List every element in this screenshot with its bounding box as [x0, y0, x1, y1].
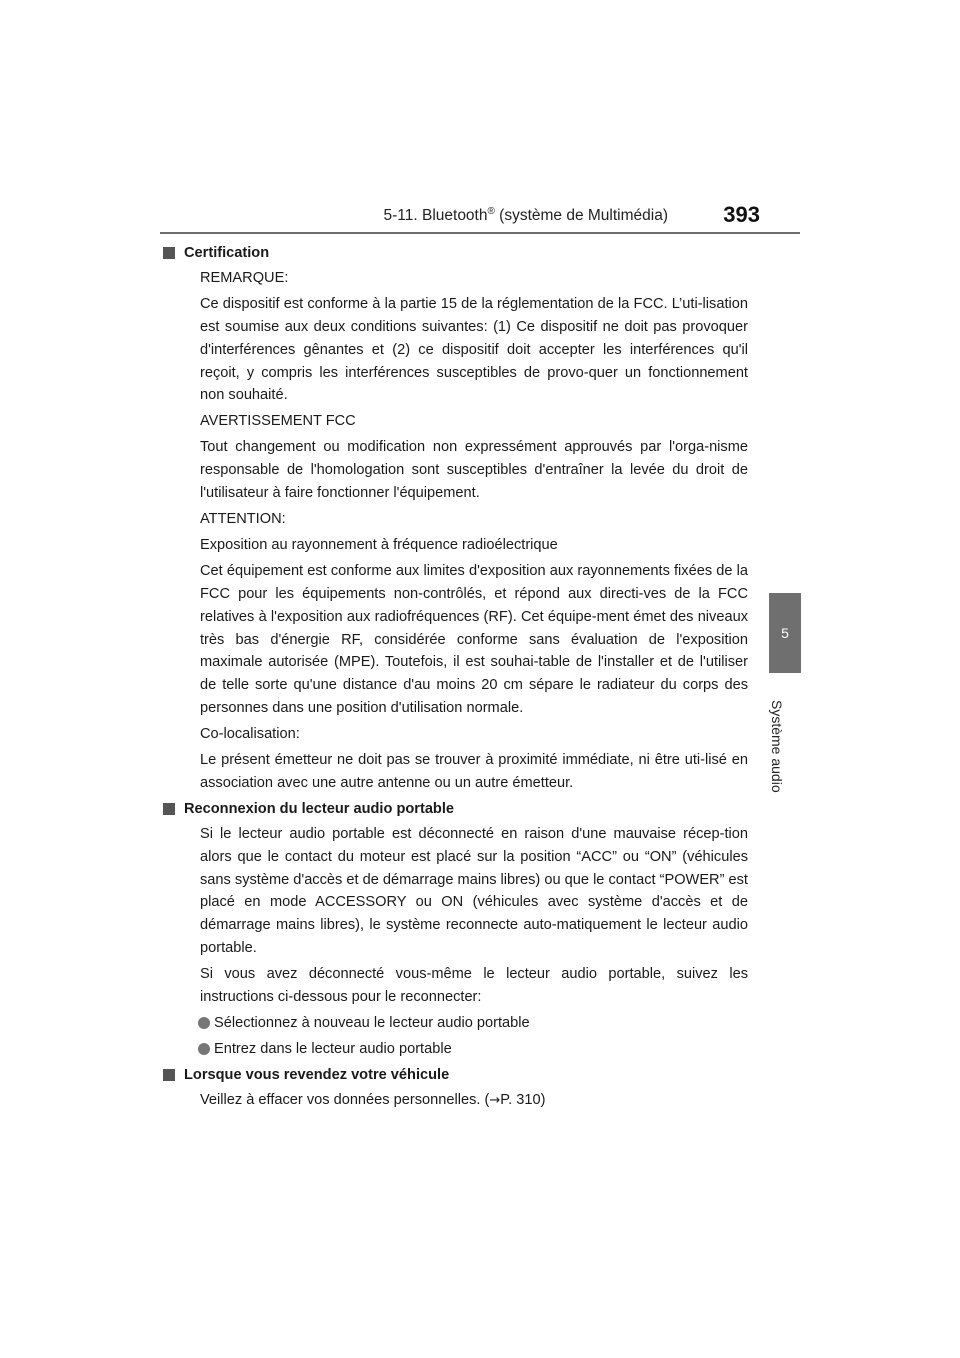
section-heading-certification: [184, 242, 748, 265]
list-item: [184, 1038, 748, 1061]
chapter-label: Système audio: [769, 700, 785, 793]
paragraph: Le présent émetteur ne doit pas se trouver à proximité immédiate, ni être uti-lisé en association avec une autre antenne ou un autre émetteur.: [200, 752, 748, 791]
chapter-tab: [769, 593, 801, 673]
heading-text: Lorsque vous revendez votre véhicule: [184, 1066, 450, 1083]
heading-text: Reconnexion du lecteur audio portable: [184, 800, 455, 817]
section-heading-reconnexion: [184, 798, 748, 821]
paragraph: Tout changement ou modification non expressément approuvés par l'orga-nisme responsable de l'homologation sont susceptibles d'entraîner la levée du droit de l'utilisateur à faire fonctionner l'équipement.: [200, 439, 748, 502]
page-content: [184, 242, 748, 1116]
round-bullet-icon: [198, 1043, 210, 1055]
page-number: 393: [723, 202, 760, 227]
section-title-suffix: (système de Multimédia): [494, 207, 668, 225]
paragraph: Si le lecteur audio portable est déconnecté en raison d'une mauvaise récep-tion alors que le contact du moteur est placé sur la position “ACC” ou “ON” (véhicules sans système d'accès et de démarrage mains libres) ou que le contact “POWER” est placé en mode ACCESSORY ou ON (véhicules avec système d'accès et de démarrage mains libres), le système reconnecte auto-matiquement le lecteur audio portable.: [200, 825, 748, 957]
square-bullet-icon: [163, 803, 175, 815]
section-heading-revente: [184, 1064, 748, 1087]
paragraph: REMARQUE:: [200, 269, 289, 286]
registered-mark: ®: [487, 206, 495, 217]
paragraph-text: ): [540, 1091, 546, 1108]
square-bullet-icon: [163, 1069, 175, 1081]
paragraph-text: Veillez à effacer vos données personnelles. (: [200, 1091, 490, 1108]
arrow-right-icon: →: [489, 1092, 501, 1108]
paragraph: [184, 1089, 748, 1113]
paragraph: Si vous avez déconnecté vous-même le lecteur audio portable, suivez les instructions ci-dessous pour le reconnecter:: [200, 966, 748, 1006]
paragraph: Co-localisation:: [200, 726, 300, 743]
paragraph: Exposition au rayonnement à fréquence radioélectrique: [200, 536, 558, 553]
list-item-text: Entrez dans le lecteur audio portable: [214, 1040, 452, 1057]
list-item: [184, 1012, 748, 1035]
paragraph: ATTENTION:: [200, 510, 286, 527]
paragraph: Ce dispositif est conforme à la partie 15 de la réglementation de la FCC. L’uti-lisation est soumise aux deux conditions suivantes: (1) Ce dispositif ne doit pas provoquer d'interférences gênantes et (2) ce dispositif doit accepter les interférences qu'il reçoit, y compris les interférences susceptibles de provo-quer un fonctionnement non souhaité.: [200, 295, 748, 404]
paragraph: Cet équipement est conforme aux limites d'exposition aux rayonnements fixées de la FCC pour les équipements non-contrôlés, et répond aux directi-ves de la FCC relatives à l'exposition aux radiofréquences (RF). Cet équipe-ment émet des niveaux très bas d'énergie RF, considérée conforme sans évaluation de l'exposition maximale autorisée (MPE). Toutefois, il est souhai-table de l'installer et de l'utiliser de telle sorte qu'une distance d'au moins 20 cm sépare le radiateur du corps des personnes dans une position d'utilisation normale.: [200, 562, 748, 717]
heading-text: Certification: [184, 245, 270, 261]
list-item-text: Sélectionnez à nouveau le lecteur audio portable: [214, 1015, 530, 1031]
header-rule: [160, 232, 800, 234]
paragraph: AVERTISSEMENT FCC: [200, 413, 356, 430]
section-title-prefix: 5-11. Bluetooth: [383, 207, 488, 225]
page-reference-link[interactable]: P. 310: [500, 1091, 541, 1108]
page-header: [160, 200, 800, 236]
square-bullet-icon: [163, 247, 175, 259]
chapter-number: 5: [781, 625, 789, 641]
section-title: [384, 206, 669, 225]
round-bullet-icon: [198, 1017, 210, 1029]
